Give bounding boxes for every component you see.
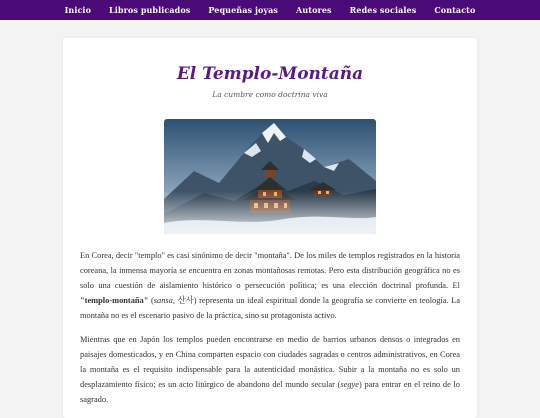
- nav-item-libros-publicados[interactable]: Libros publicados: [109, 5, 191, 15]
- nav-item-pequenas-joyas[interactable]: Pequeñas joyas: [208, 5, 279, 15]
- italic-term: segye: [340, 380, 359, 389]
- nav-item-autores[interactable]: Autores: [296, 5, 332, 15]
- nav-item-contacto[interactable]: Contacto: [434, 5, 476, 15]
- text-run: , 산사) representa un ideal espiritual donde la geografía se convierte en teología. La montaña no es el escenario pasivo de la práctica, sino su protagonista activo.: [80, 296, 460, 320]
- text-run: ) para entrar en el reino de lo sagrado.: [80, 380, 460, 404]
- article-title: El Templo-Montaña: [176, 64, 364, 84]
- article-paragraph: [80, 248, 460, 323]
- top-navigation: [0, 0, 540, 20]
- nav-item-redes-sociales[interactable]: Redes sociales: [349, 5, 417, 15]
- article-card: [63, 38, 477, 418]
- nav-item-inicio[interactable]: Inicio: [64, 5, 92, 15]
- article-subtitle: La cumbre como doctrina viva: [212, 90, 328, 99]
- text-run: Mientras que en Japón los templos pueden encontrarse en medio de barrios urbanos densos o integrados en paisajes domesticados, y en China comparten espacio con ciudades sagradas o centros administrativos, en Corea la montaña es el requisito indispensable para la autenticidad monástica. Subir a la montaña no es solo un desplazamiento físico; es un acto litúrgico de abandono del mundo secular (: [80, 335, 460, 389]
- text-run: En Corea, decir "templo" es casi sinónimo de decir "montaña". De los miles de templos registrados en la historia coreana, la inmensa mayoría se encuentra en zonas montañosas remotas. Pero esta distribución geográfica no es solo una cuestión de aislamiento histórico o persecución política; es una elección doctrinal profunda. El: [80, 251, 460, 290]
- text-run: (: [148, 296, 154, 305]
- emphasis-term: "templo-montaña": [80, 296, 149, 305]
- article-paragraph: [80, 332, 460, 407]
- italic-term: sansa: [153, 296, 173, 305]
- mountain-temple-image: [164, 119, 376, 234]
